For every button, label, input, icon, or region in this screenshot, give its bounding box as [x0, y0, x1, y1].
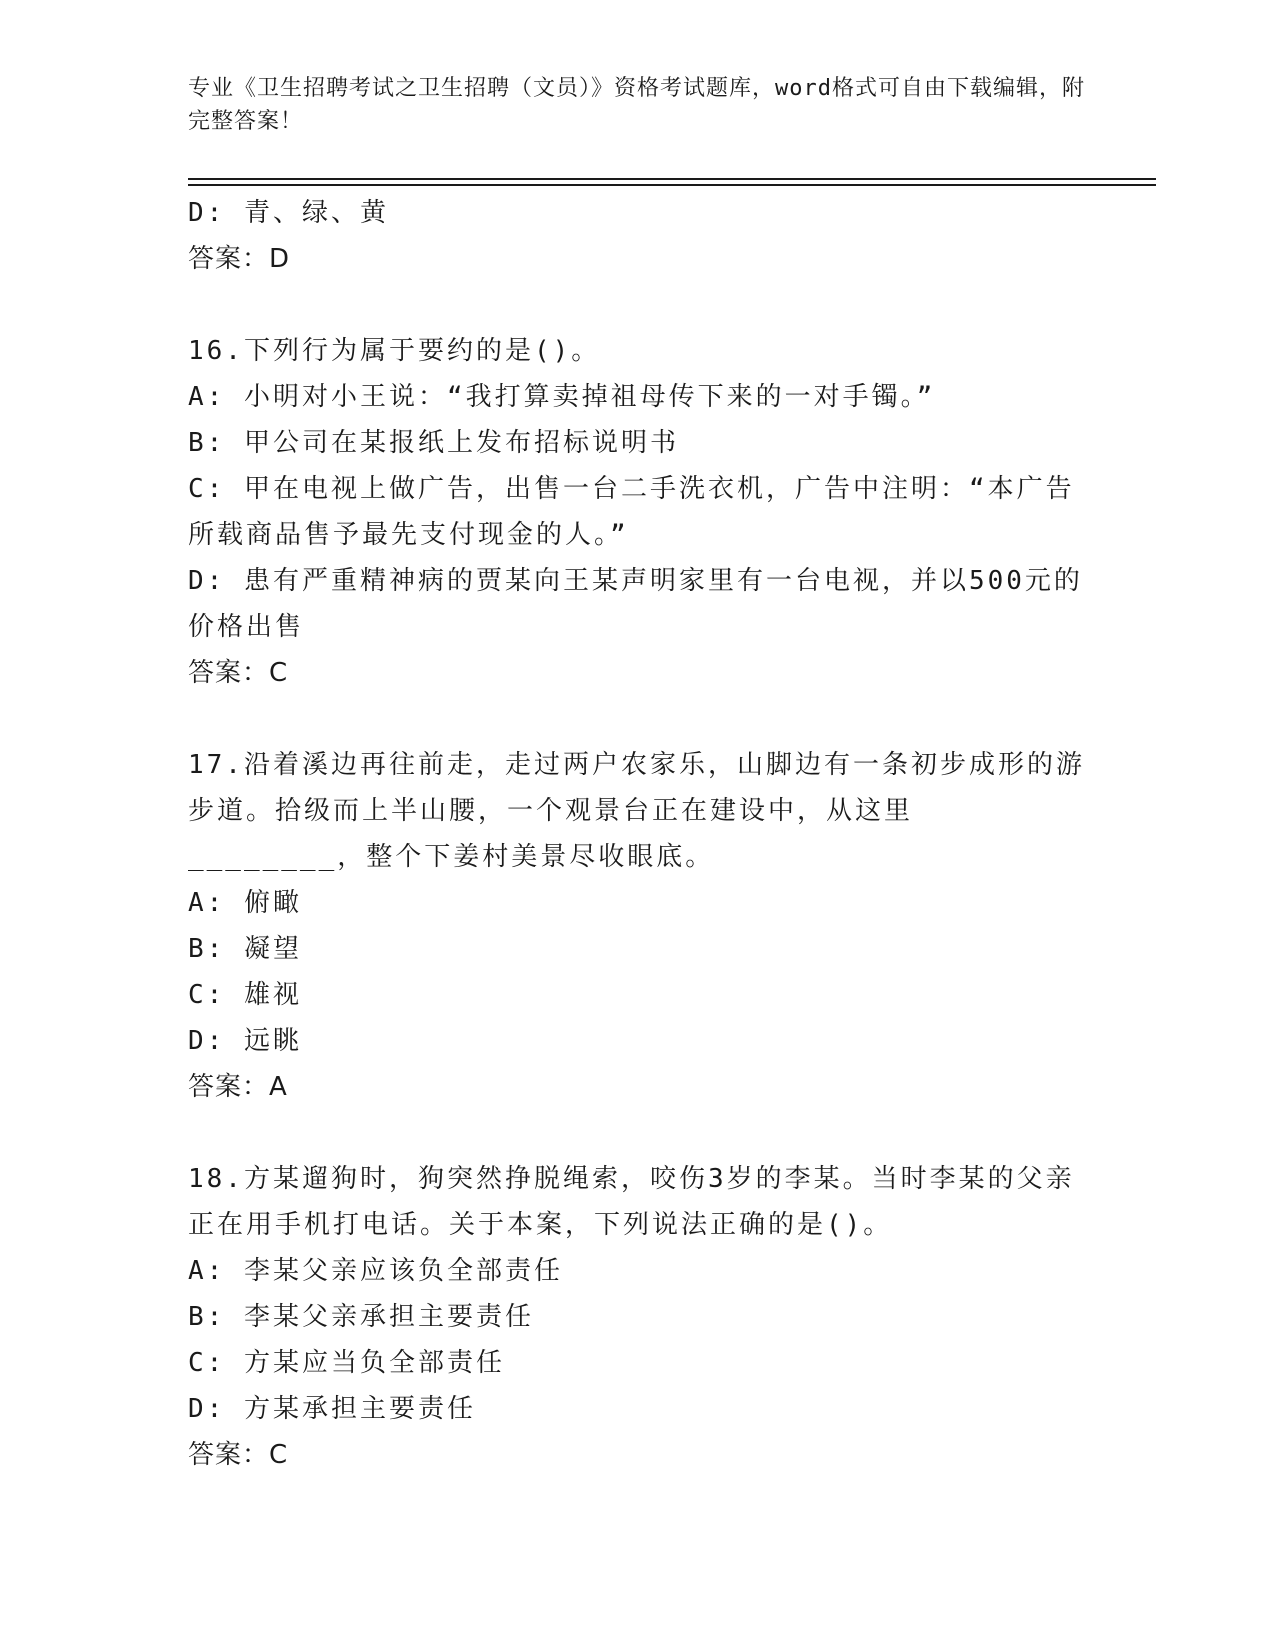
question-17 [188, 742, 1088, 1110]
question-18 [188, 1156, 1088, 1478]
answer-line: 答案：A [188, 1072, 288, 1102]
option-c: C: 方某应当负全部责任 [188, 1348, 505, 1378]
document-header [188, 72, 1088, 138]
spacer [188, 696, 1088, 742]
spacer [188, 282, 1088, 328]
option-a: A: 小明对小王说：“我打算卖掉祖母传下来的一对手镯。” [188, 382, 936, 412]
header-text: 专业《卫生招聘考试之卫生招聘（文员）》资格考试题库，word格式可自由下载编辑，附完整答案！ [188, 76, 1085, 134]
option-b: B: 李某父亲承担主要责任 [188, 1302, 534, 1332]
spacer [188, 1110, 1088, 1156]
answer-line: 答案：C [188, 1440, 289, 1470]
header-rule-top [188, 178, 1156, 180]
question-16 [188, 328, 1088, 696]
option-d: D: 青、绿、黄 [188, 198, 389, 228]
answer-line: 答案：C [188, 658, 289, 688]
answer-line: 答案：D [188, 244, 291, 274]
question-content [188, 190, 1088, 1478]
option-d: D: 方某承担主要责任 [188, 1394, 476, 1424]
question-stem: 16.下列行为属于要约的是()。 [188, 336, 601, 366]
question-stem: 18.方某遛狗时，狗突然挣脱绳索，咬伤3岁的李某。当时李某的父亲正在用手机打电话。关于本案，下列说法正确的是()。 [188, 1164, 1075, 1240]
header-rule-bottom [188, 184, 1156, 186]
option-d: D: 远眺 [188, 1026, 302, 1056]
question-stem: 17.沿着溪边再往前走，走过两户农家乐，山脚边有一条初步成形的游步道。拾级而上半山腰，一个观景台正在建设中，从这里________，整个下姜村美景尽收眼底。 [188, 750, 1085, 872]
option-a: A: 俯瞰 [188, 888, 302, 918]
option-a: A: 李某父亲应该负全部责任 [188, 1256, 563, 1286]
option-c: C: 雄视 [188, 980, 302, 1010]
option-b: B: 凝望 [188, 934, 302, 964]
option-b: B: 甲公司在某报纸上发布招标说明书 [188, 428, 679, 458]
option-c: C: 甲在电视上做广告，出售一台二手洗衣机，广告中注明：“本广告所载商品售予最先支付现金的人。” [188, 474, 1075, 550]
option-d: D: 患有严重精神病的贾某向王某声明家里有一台电视，并以500元的价格出售 [188, 566, 1083, 642]
